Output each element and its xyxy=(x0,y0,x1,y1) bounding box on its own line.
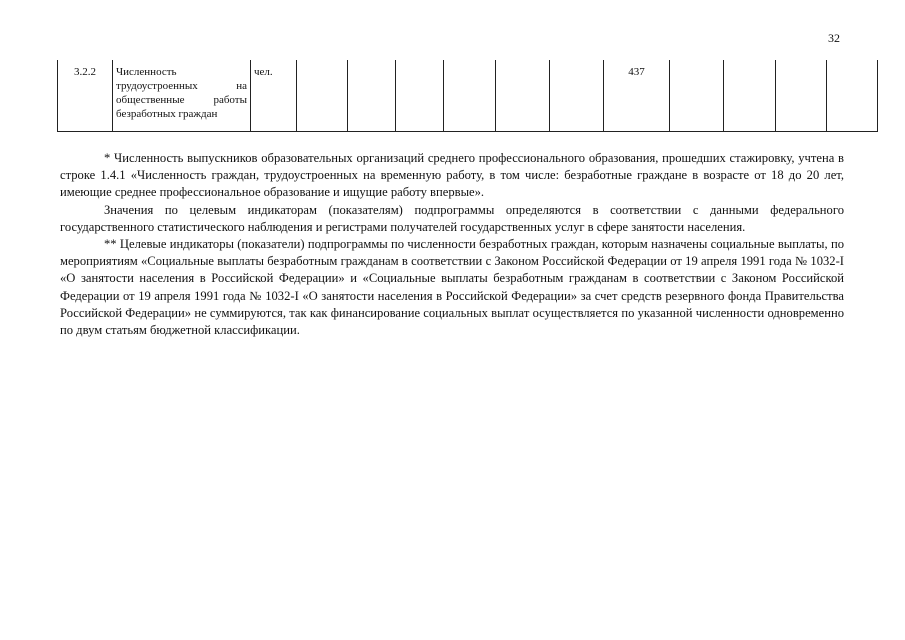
indicator-name-line: Численность xyxy=(116,66,177,78)
row-value-cell xyxy=(396,60,444,132)
page-number: 32 xyxy=(828,31,840,45)
table-row xyxy=(58,60,878,132)
footnote-paragraph: ** Целевые индикаторы (показатели) подпрограммы по численности безработных граждан, которым назначены социальные выплаты, по мероприятиям «Социальные выплаты безработным гражданам в соответствии с Законом Российской Федерации от 19 апреля 1991 года № 1032-I «О занятости населения в Российской Федерации» и «Социальные выплаты безработным гражданам в соответствии с Законом Российской Федерации от 19 апреля 1991 года № 1032-I «О занятости населения в Российской Федерации» за счет средств резервного фонда Правительства Российской Федерации» не суммируются, так как финансирование социальных выплат осуществляется по указанной численности одновременно по двум статьям бюджетной классификации. xyxy=(60,237,844,338)
footnote-paragraph: * Численность выпускников образовательных организаций среднего профессионального образования, прошедших стажировку, учтена в строке 1.4.1 «Численность граждан, трудоустроенных на временную работу, в том числе: безработные граждане в возрасте от 18 до 20 лет, имеющие среднее профессиональное образование и ищущие работу впервые». xyxy=(60,151,844,200)
row-value-cell xyxy=(827,60,878,132)
row-value-cell xyxy=(724,60,776,132)
row-value-cell xyxy=(444,60,496,132)
indicator-name-line: безработных граждан xyxy=(116,108,218,120)
row-code: 3.2.2 xyxy=(58,60,113,132)
row-value-cell xyxy=(776,60,827,132)
row-value-cell xyxy=(348,60,396,132)
row-indicator-name xyxy=(113,60,251,132)
row-value-cell xyxy=(670,60,724,132)
footnote-paragraph: Значения по целевым индикаторам (показателям) подпрограммы определяются в соответствии с данными федерального государственного статистического наблюдения и регистрами получателей государственных услуг в сфере занятости населения. xyxy=(60,202,844,234)
row-value-cell xyxy=(297,60,348,132)
indicator-table xyxy=(57,60,878,132)
row-value-cell: 437 xyxy=(604,60,670,132)
row-value-cell xyxy=(496,60,550,132)
footnotes xyxy=(60,150,844,339)
row-value-cell xyxy=(550,60,604,132)
row-unit: чел. xyxy=(251,60,297,132)
indicator-name-line: трудоустроенных на xyxy=(116,80,247,92)
indicator-name-line: общественные работы xyxy=(116,94,247,106)
